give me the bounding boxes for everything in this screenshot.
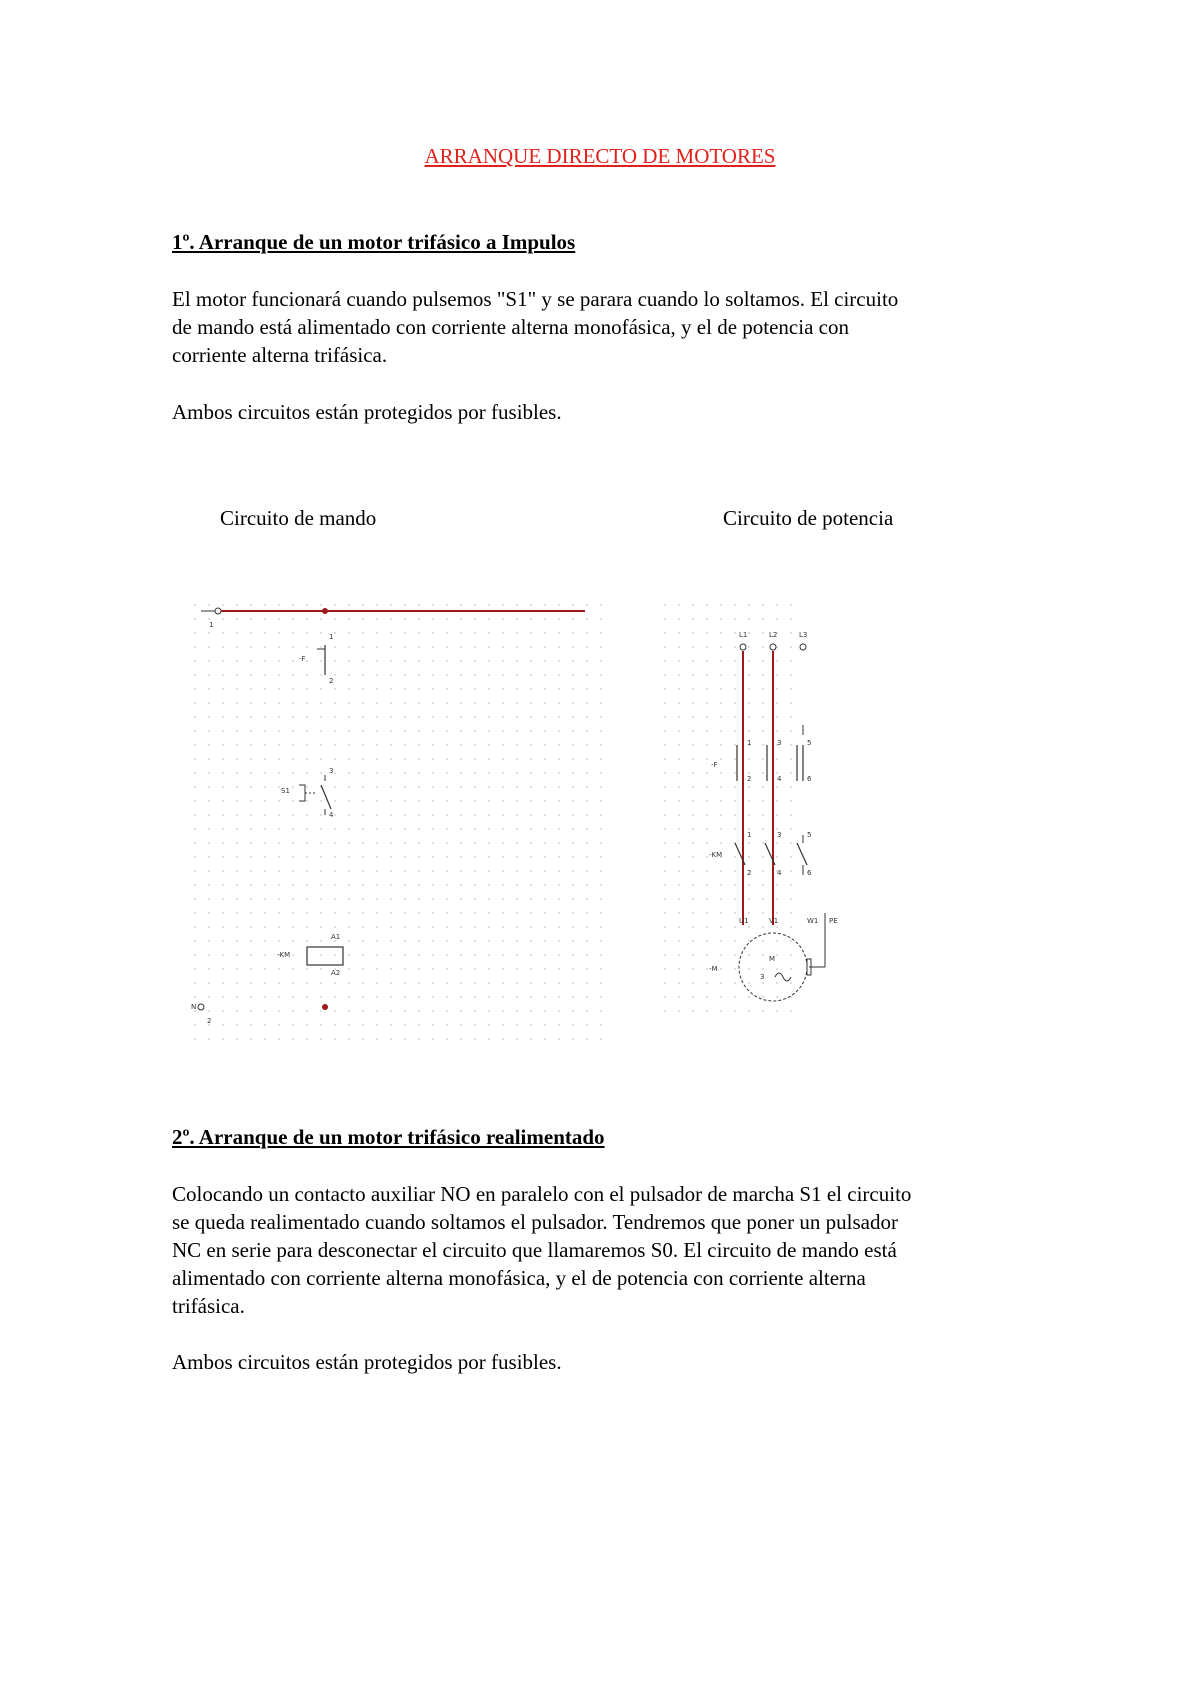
- text-line: corriente alterna trifásica.: [172, 343, 388, 367]
- fuse-symbol: [711, 739, 812, 783]
- coil-a2-term: A2: [331, 969, 341, 977]
- text-line: trifásica.: [172, 1294, 245, 1318]
- pushbutton-top-term: 3: [329, 767, 334, 775]
- motor-u-label: U1: [739, 917, 749, 925]
- contactor-t5: 5: [807, 831, 812, 839]
- pushbutton-bottom-term: 4: [329, 811, 334, 819]
- section-1-heading: 1º. Arranque de un motor trifásico a Impulos: [172, 230, 576, 254]
- supply-terminal-bottom: [191, 1003, 211, 1025]
- supply-bottom-label: N: [191, 1003, 197, 1011]
- l1-label: L1: [739, 631, 748, 639]
- contactor-t2: 2: [747, 869, 752, 877]
- contactor-t6: 6: [807, 869, 812, 877]
- fuse-t2: 2: [747, 775, 752, 783]
- fuse-t1: 1: [747, 739, 752, 747]
- pushbutton-s1-symbol: [281, 767, 334, 819]
- power-circuit-diagram: [655, 595, 875, 1015]
- coil-a1-term: A1: [331, 933, 341, 941]
- motor-3-text: 3: [760, 973, 765, 981]
- motor-symbol: [709, 913, 838, 1001]
- fuse-bottom-term: 2: [329, 677, 334, 685]
- motor-m-text: M: [769, 955, 776, 963]
- section-1-paragraph-2: Ambos circuitos están protegidos por fusibles.: [172, 400, 562, 424]
- contactor-label: -KM: [709, 851, 723, 859]
- control-circuit-caption: Circuito de mando: [220, 506, 377, 530]
- l2-label: L2: [769, 631, 778, 639]
- text-line: Colocando un contacto auxiliar NO en paralelo con el pulsador de marcha S1 el circuito: [172, 1182, 912, 1206]
- supply-top-label: 1: [209, 621, 214, 629]
- motor-v-label: V1: [769, 917, 779, 925]
- power-circuit-caption: Circuito de potencia: [723, 506, 894, 530]
- contactor-t4: 4: [777, 869, 782, 877]
- section-2-paragraph-2: Ambos circuitos están protegidos por fusibles.: [172, 1350, 562, 1374]
- contactor-coil-symbol: [277, 933, 343, 977]
- fuse-t4: 4: [777, 775, 782, 783]
- fuse-t6: 6: [807, 775, 812, 783]
- motor-label: -M: [709, 965, 718, 973]
- contactor-t3: 3: [777, 831, 782, 839]
- coil-label: -KM: [277, 951, 291, 959]
- power-fuse-label: -F: [711, 761, 718, 769]
- supply-terminal-top: [201, 608, 221, 629]
- section-2-paragraph: [172, 1180, 1052, 1320]
- junction-dot: [322, 608, 328, 614]
- text-line: se queda realimentado cuando soltamos el pulsador. Tendremos que poner un pulsador: [172, 1210, 898, 1234]
- section-1-paragraph: [172, 285, 1052, 369]
- fuse-t5: 5: [807, 739, 812, 747]
- grid-dots: [194, 604, 602, 1040]
- fuse-t3: 3: [777, 739, 782, 747]
- motor-w-label: W1: [807, 917, 819, 925]
- l3-label: L3: [799, 631, 808, 639]
- page-title: ARRANQUE DIRECTO DE MOTORES: [424, 144, 776, 168]
- supply-bottom-term: 2: [207, 1017, 212, 1025]
- control-circuit-diagram: [185, 595, 605, 1045]
- motor-pe-label: PE: [829, 917, 838, 925]
- fuse-label: -F: [299, 655, 306, 663]
- contactor-t1: 1: [747, 831, 752, 839]
- text-line: NC en serie para desconectar el circuito que llamaremos S0. El circuito de mando está: [172, 1238, 897, 1262]
- text-line: El motor funcionará cuando pulsemos "S1" y se parara cuando lo soltamos. El circuito: [172, 287, 899, 311]
- pushbutton-label: S1: [281, 787, 290, 795]
- section-2-heading: 2º. Arranque de un motor trifásico realimentado: [172, 1125, 605, 1149]
- text-line: de mando está alimentado con corriente alterna monofásica, y el de potencia con: [172, 315, 849, 339]
- fuse-top-term: 1: [329, 633, 334, 641]
- fuse-symbol: [299, 633, 333, 685]
- text-line: alimentado con corriente alterna monofásica, y el de potencia con corriente alterna: [172, 1266, 866, 1290]
- contactor-contacts-symbol: [709, 831, 812, 877]
- junction-dot: [322, 1004, 328, 1010]
